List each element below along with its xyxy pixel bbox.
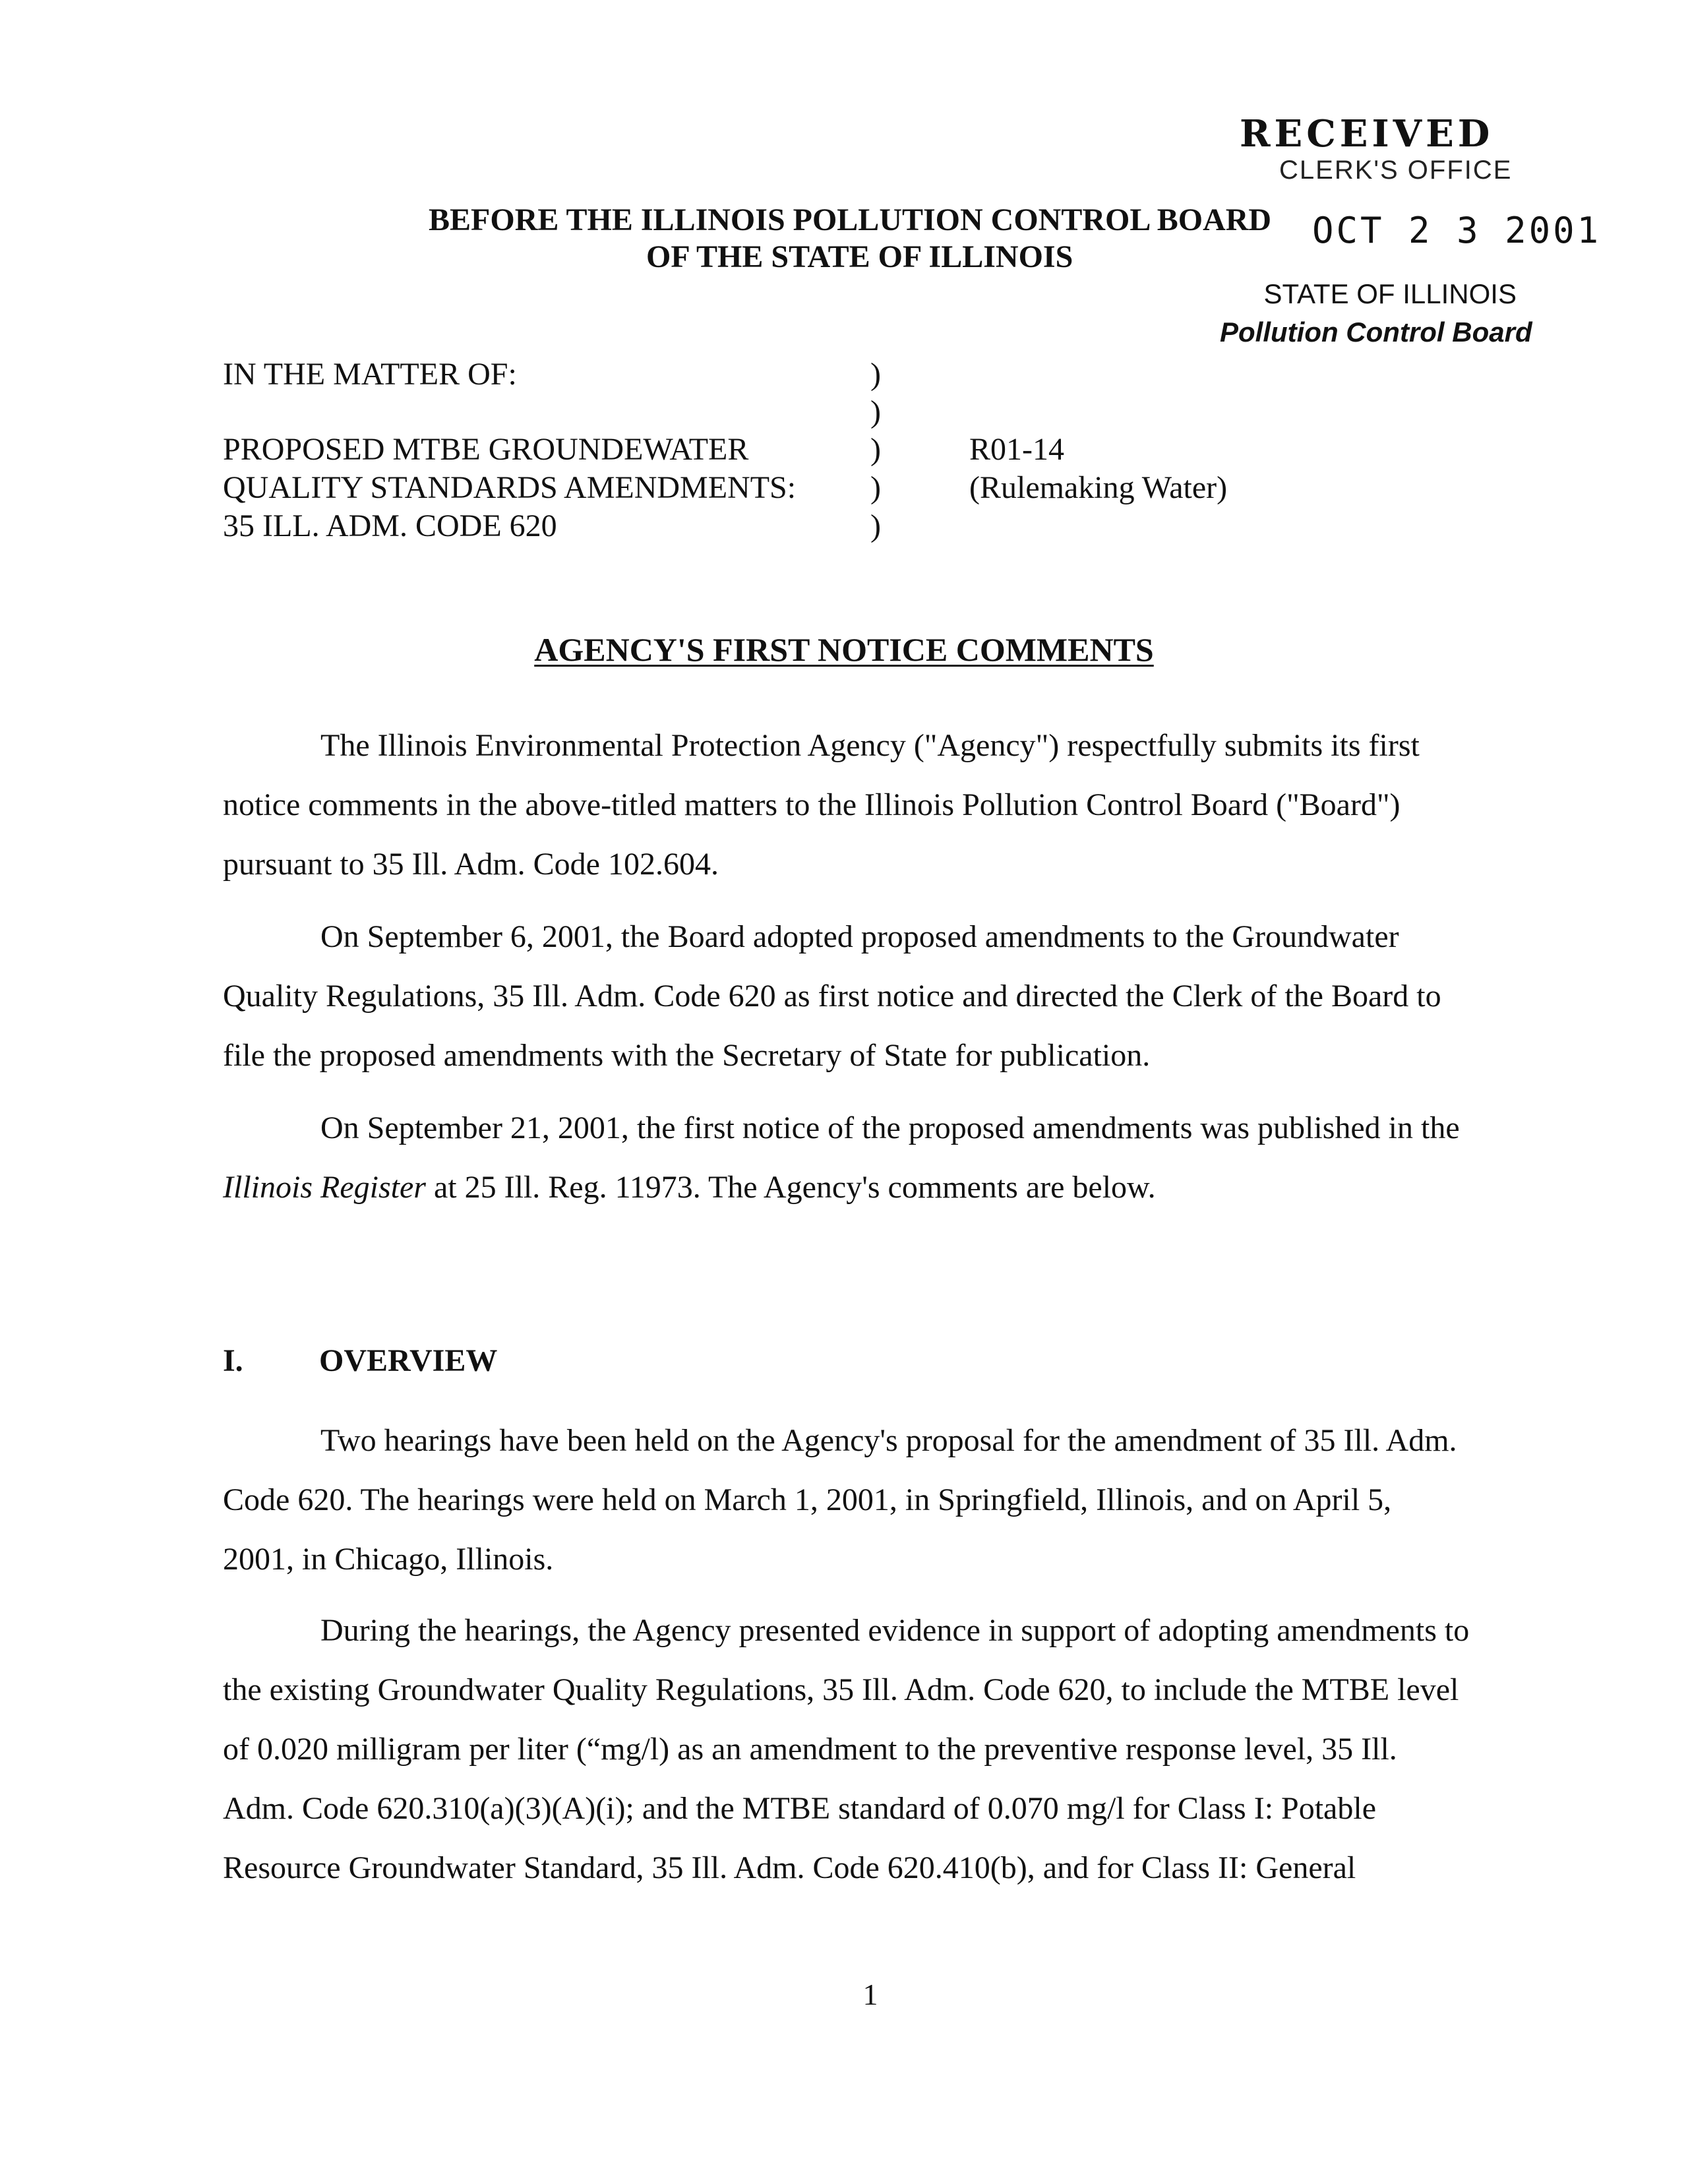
paragraph-line: Resource Groundwater Standard, 35 Ill. Adm. Code 620.410(b), and for Class II: General — [223, 1850, 1356, 1885]
paragraph-line-rest: at 25 Ill. Reg. 11973. The Agency's comments are below. — [425, 1170, 1156, 1205]
state-of-illinois-stamp: STATE OF ILLINOIS — [1263, 278, 1517, 309]
section-title: OVERVIEW — [319, 1343, 498, 1378]
paragraph-line: Quality Regulations, 35 Ill. Adm. Code 620 as first notice and directed the Clerk of the Board to — [223, 979, 1441, 1014]
paragraph-line: pursuant to 35 Ill. Adm. Code 102.604. — [223, 847, 719, 882]
pollution-control-board-stamp: Pollution Control Board — [1220, 317, 1532, 348]
paragraph-line: notice comments in the above-titled matters to the Illinois Pollution Control Board ("Board") — [223, 787, 1401, 822]
paragraph-line: The Illinois Environmental Protection Agency ("Agency") respectfully submits its first — [320, 728, 1420, 763]
paragraph-line: Adm. Code 620.310(a)(3)(A)(i); and the MTBE standard of 0.070 mg/l for Class I: Potable — [223, 1791, 1376, 1826]
caption-paren: ) — [870, 394, 881, 429]
paragraph-board-adoption — [223, 907, 1535, 1085]
paragraph-line: 2001, in Chicago, Illinois. — [223, 1542, 554, 1577]
document-title-line2: OF THE STATE OF ILLINOIS — [646, 239, 1073, 274]
caption-matter: IN THE MATTER OF: — [223, 357, 517, 392]
section-number: I. — [223, 1343, 243, 1378]
page-number: 1 — [862, 1978, 878, 2011]
paragraph-line: During the hearings, the Agency presented evidence in support of adopting amendments to — [320, 1613, 1470, 1648]
received-stamp: RECEIVED — [1240, 112, 1494, 156]
paragraph-line: Two hearings have been held on the Agency's proposal for the amendment of 35 Ill. Adm. — [320, 1423, 1457, 1458]
caption-proposal-line1: PROPOSED MTBE GROUNDEWATER — [223, 432, 749, 467]
paragraph-intro — [223, 716, 1535, 894]
paragraph-evidence — [223, 1601, 1535, 1898]
received-date-stamp: OCT 2 3 2001 — [1312, 210, 1602, 251]
paragraph-hearings — [223, 1411, 1535, 1589]
caption-paren: ) — [870, 470, 881, 505]
comments-heading: AGENCY'S FIRST NOTICE COMMENTS — [534, 631, 1154, 668]
illinois-register-italic: Illinois Register — [223, 1170, 426, 1205]
caption-paren: ) — [870, 357, 881, 392]
caption-paren: ) — [870, 432, 881, 467]
paragraph-line — [223, 1158, 1535, 1217]
paragraph-line: Code 620. The hearings were held on March 1, 2001, in Springfield, Illinois, and on April 5, — [223, 1482, 1392, 1517]
document-title-line1: BEFORE THE ILLINOIS POLLUTION CONTROL BOARD — [429, 202, 1272, 237]
paragraph-line: of 0.020 milligram per liter (“mg/l) as an amendment to the preventive response level, 35 Ill. — [223, 1732, 1397, 1767]
paragraph-line: the existing Groundwater Quality Regulations, 35 Ill. Adm. Code 620, to include the MTBE level — [223, 1672, 1459, 1707]
docket-type: (Rulemaking Water) — [969, 470, 1228, 505]
caption-proposal-line3: 35 ILL. ADM. CODE 620 — [223, 508, 557, 543]
paragraph-publication — [223, 1099, 1535, 1217]
caption-proposal-line2: QUALITY STANDARDS AMENDMENTS: — [223, 470, 797, 505]
paragraph-line: On September 21, 2001, the first notice of the proposed amendments was published in the — [320, 1110, 1460, 1145]
paragraph-line: file the proposed amendments with the Secretary of State for publication. — [223, 1038, 1151, 1073]
caption-paren: ) — [870, 508, 881, 543]
clerks-office-stamp: CLERK'S OFFICE — [1279, 156, 1513, 185]
docket-number: R01-14 — [969, 432, 1064, 467]
paragraph-line: On September 6, 2001, the Board adopted proposed amendments to the Groundwater — [320, 919, 1399, 954]
